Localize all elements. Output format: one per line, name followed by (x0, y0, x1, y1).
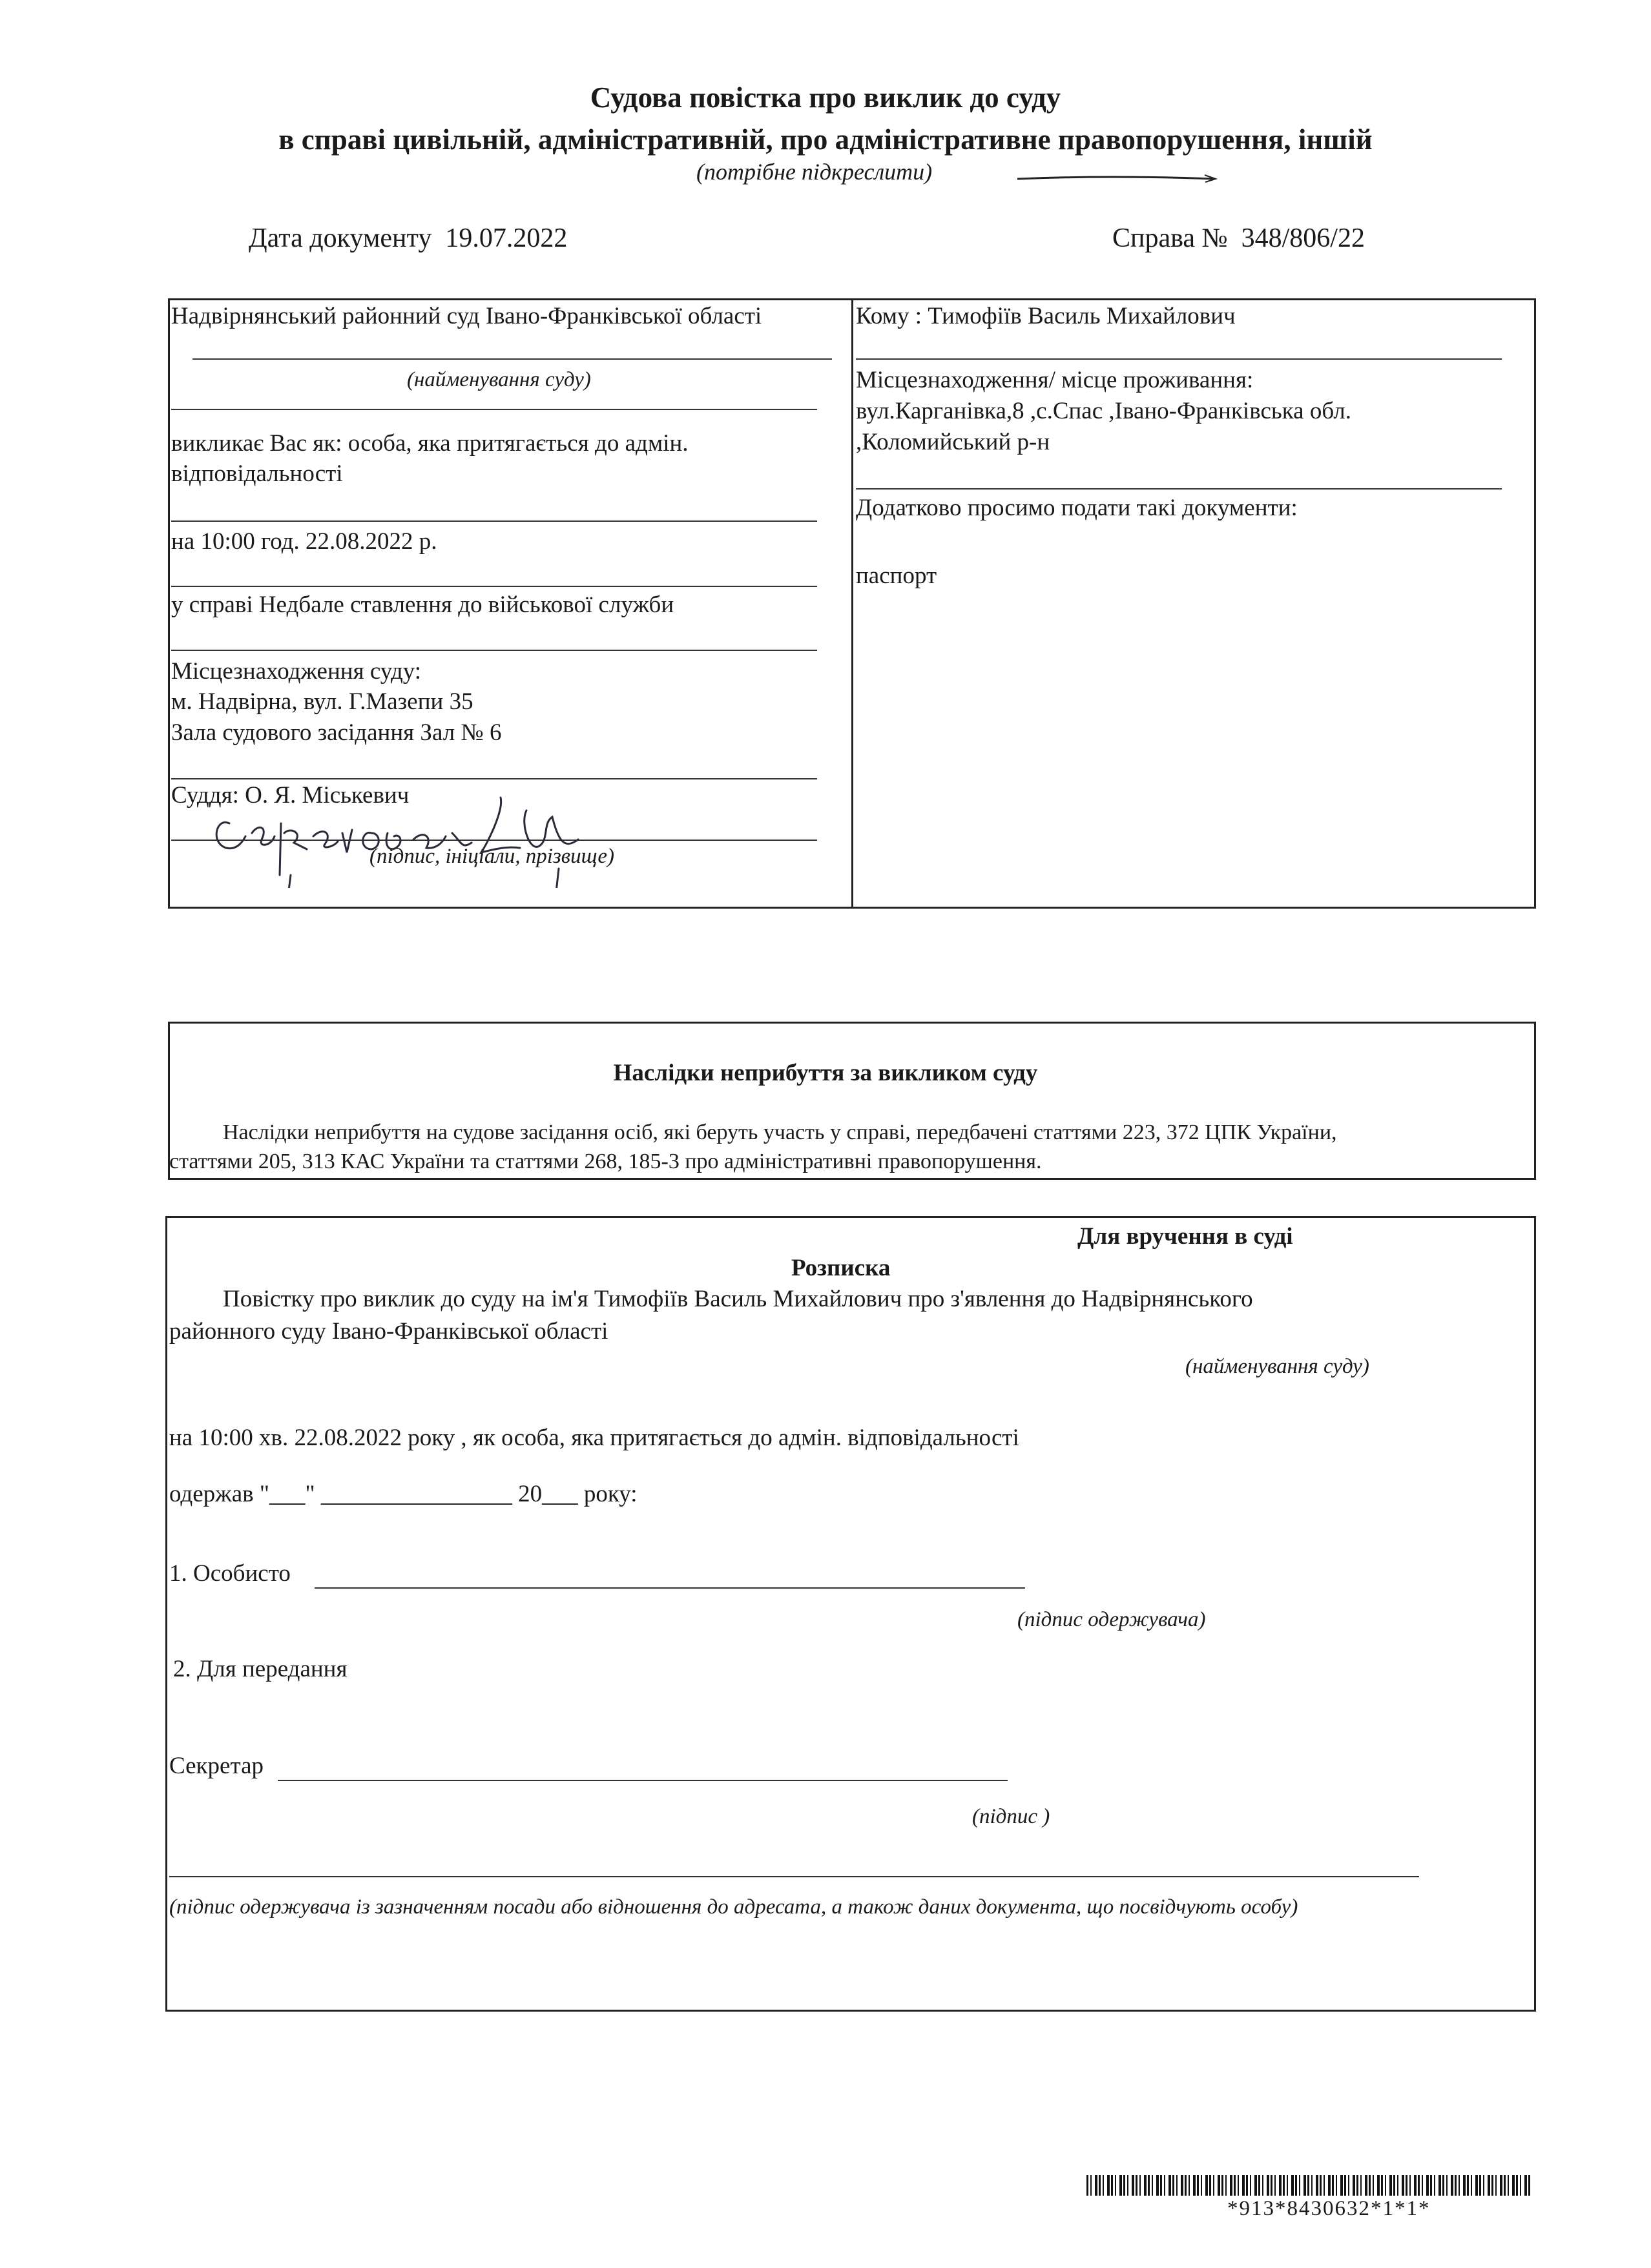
receipt-court-caption: (найменування суду) (1185, 1355, 1369, 1378)
case-subject: у справі Недбале ставлення до військової служби (171, 592, 674, 618)
personal-signature-caption: (підпис одержувача) (1017, 1608, 1206, 1631)
transfer-label: 2. Для передання (173, 1656, 348, 1682)
barcode (1086, 2175, 1532, 2196)
additional-documents-label: Додатково просимо подати такі документи: (856, 495, 1298, 521)
secretary-label: Секретар (169, 1753, 264, 1779)
consequences-text-line1: Наслідки неприбуття на судове засідання осіб, які беруть участь у справі, передбачені статтями 223, 372 ЦПК України, (223, 1120, 1337, 1144)
barcode-text: *913*8430632*1*1* (1227, 2197, 1431, 2220)
personal-label: 1. Особисто (169, 1560, 291, 1587)
case-number-label: Справа № (1112, 223, 1228, 253)
handwritten-signature (178, 772, 617, 888)
receipt-text-line1: Повістку про виклик до суду на ім'я Тимофіїв Василь Михайлович про з'явлення до Надвірнянського (223, 1286, 1253, 1312)
recipient-label: Кому : (856, 303, 922, 329)
receipt-title: Розписка (791, 1255, 891, 1281)
pen-stroke-mark (1014, 171, 1221, 184)
courtroom: Зала судового засідання Зал № 6 (171, 719, 502, 746)
case-number (1112, 223, 1365, 254)
receipt-text-line2: районного суду Івано-Франківської області (169, 1318, 608, 1345)
secretary-signature-caption: (підпис ) (972, 1805, 1050, 1828)
hearing-time: на 10:00 год. 22.08.2022 р. (171, 528, 437, 555)
document-date-label: Дата документу (249, 223, 432, 253)
summons-role-line1: викликає Вас як: особа, яка притягається до адмін. (171, 430, 689, 457)
recipient-line (856, 358, 1502, 360)
received-date-line: одержав "___" ________________ 20___ року: (169, 1481, 638, 1507)
summons-subtitle: в справі цивільній, адміністративній, про адміністративне правопорушення, іншій (278, 123, 1373, 156)
underline-note: (потрібне підкреслити) (696, 159, 933, 185)
divider-line (171, 650, 817, 651)
divider-line (171, 521, 817, 522)
court-name-line (192, 358, 832, 360)
residence-address-line2: ,Коломийський р-н (856, 429, 1050, 455)
residence-address-line1: вул.Карганівка,8 ,с.Спас ,Івано-Франківська обл. (856, 398, 1351, 424)
court-name: Надвірнянський районний суд Івано-Франківської області (171, 303, 762, 329)
court-location-label: Місцезнаходження суду: (171, 658, 422, 685)
judge-name: Суддя: О. Я. Міськевич (171, 782, 410, 809)
summons-title: Судова повістка про виклик до суду (590, 81, 1061, 114)
divider-line (171, 409, 817, 410)
column-divider (851, 298, 853, 909)
case-number-value: 348/806/22 (1241, 223, 1365, 253)
delivery-label: Для вручення в суді (1077, 1223, 1293, 1250)
consequences-title: Наслідки неприбуття за викликом суду (613, 1060, 1038, 1086)
divider-line (171, 586, 817, 587)
document-date-value: 19.07.2022 (445, 223, 568, 253)
document-date (249, 223, 567, 254)
residence-label: Місцезнаходження/ місце проживання: (856, 367, 1254, 393)
signature-caption: (підпис, ініціали, прізвище) (369, 845, 615, 868)
recipient-name: Тимофіїв Василь Михайлович (928, 303, 1236, 329)
personal-signature-line (315, 1587, 1025, 1589)
court-name-caption: (найменування суду) (407, 368, 591, 391)
receipt-time-line: на 10:00 хв. 22.08.2022 року , як особа, яка притягається до адмін. відповідальності (169, 1425, 1019, 1451)
footer-caption: (підпис одержувача із зазначенням посади або відношення до адресата, а також даних документа, що посвідчують особу) (169, 1895, 1298, 1919)
footer-signature-line (169, 1876, 1419, 1877)
recipient (856, 302, 1236, 330)
court-address: м. Надвірна, вул. Г.Мазепи 35 (171, 688, 473, 715)
secretary-signature-line (278, 1780, 1008, 1781)
divider-line (856, 488, 1502, 490)
consequences-text-line2: статтями 205, 313 КАС України та статтями 268, 185-3 про адміністративні правопорушення. (169, 1149, 1042, 1173)
summons-role-line2: відповідальності (171, 460, 343, 487)
additional-documents-value: паспорт (856, 562, 937, 589)
